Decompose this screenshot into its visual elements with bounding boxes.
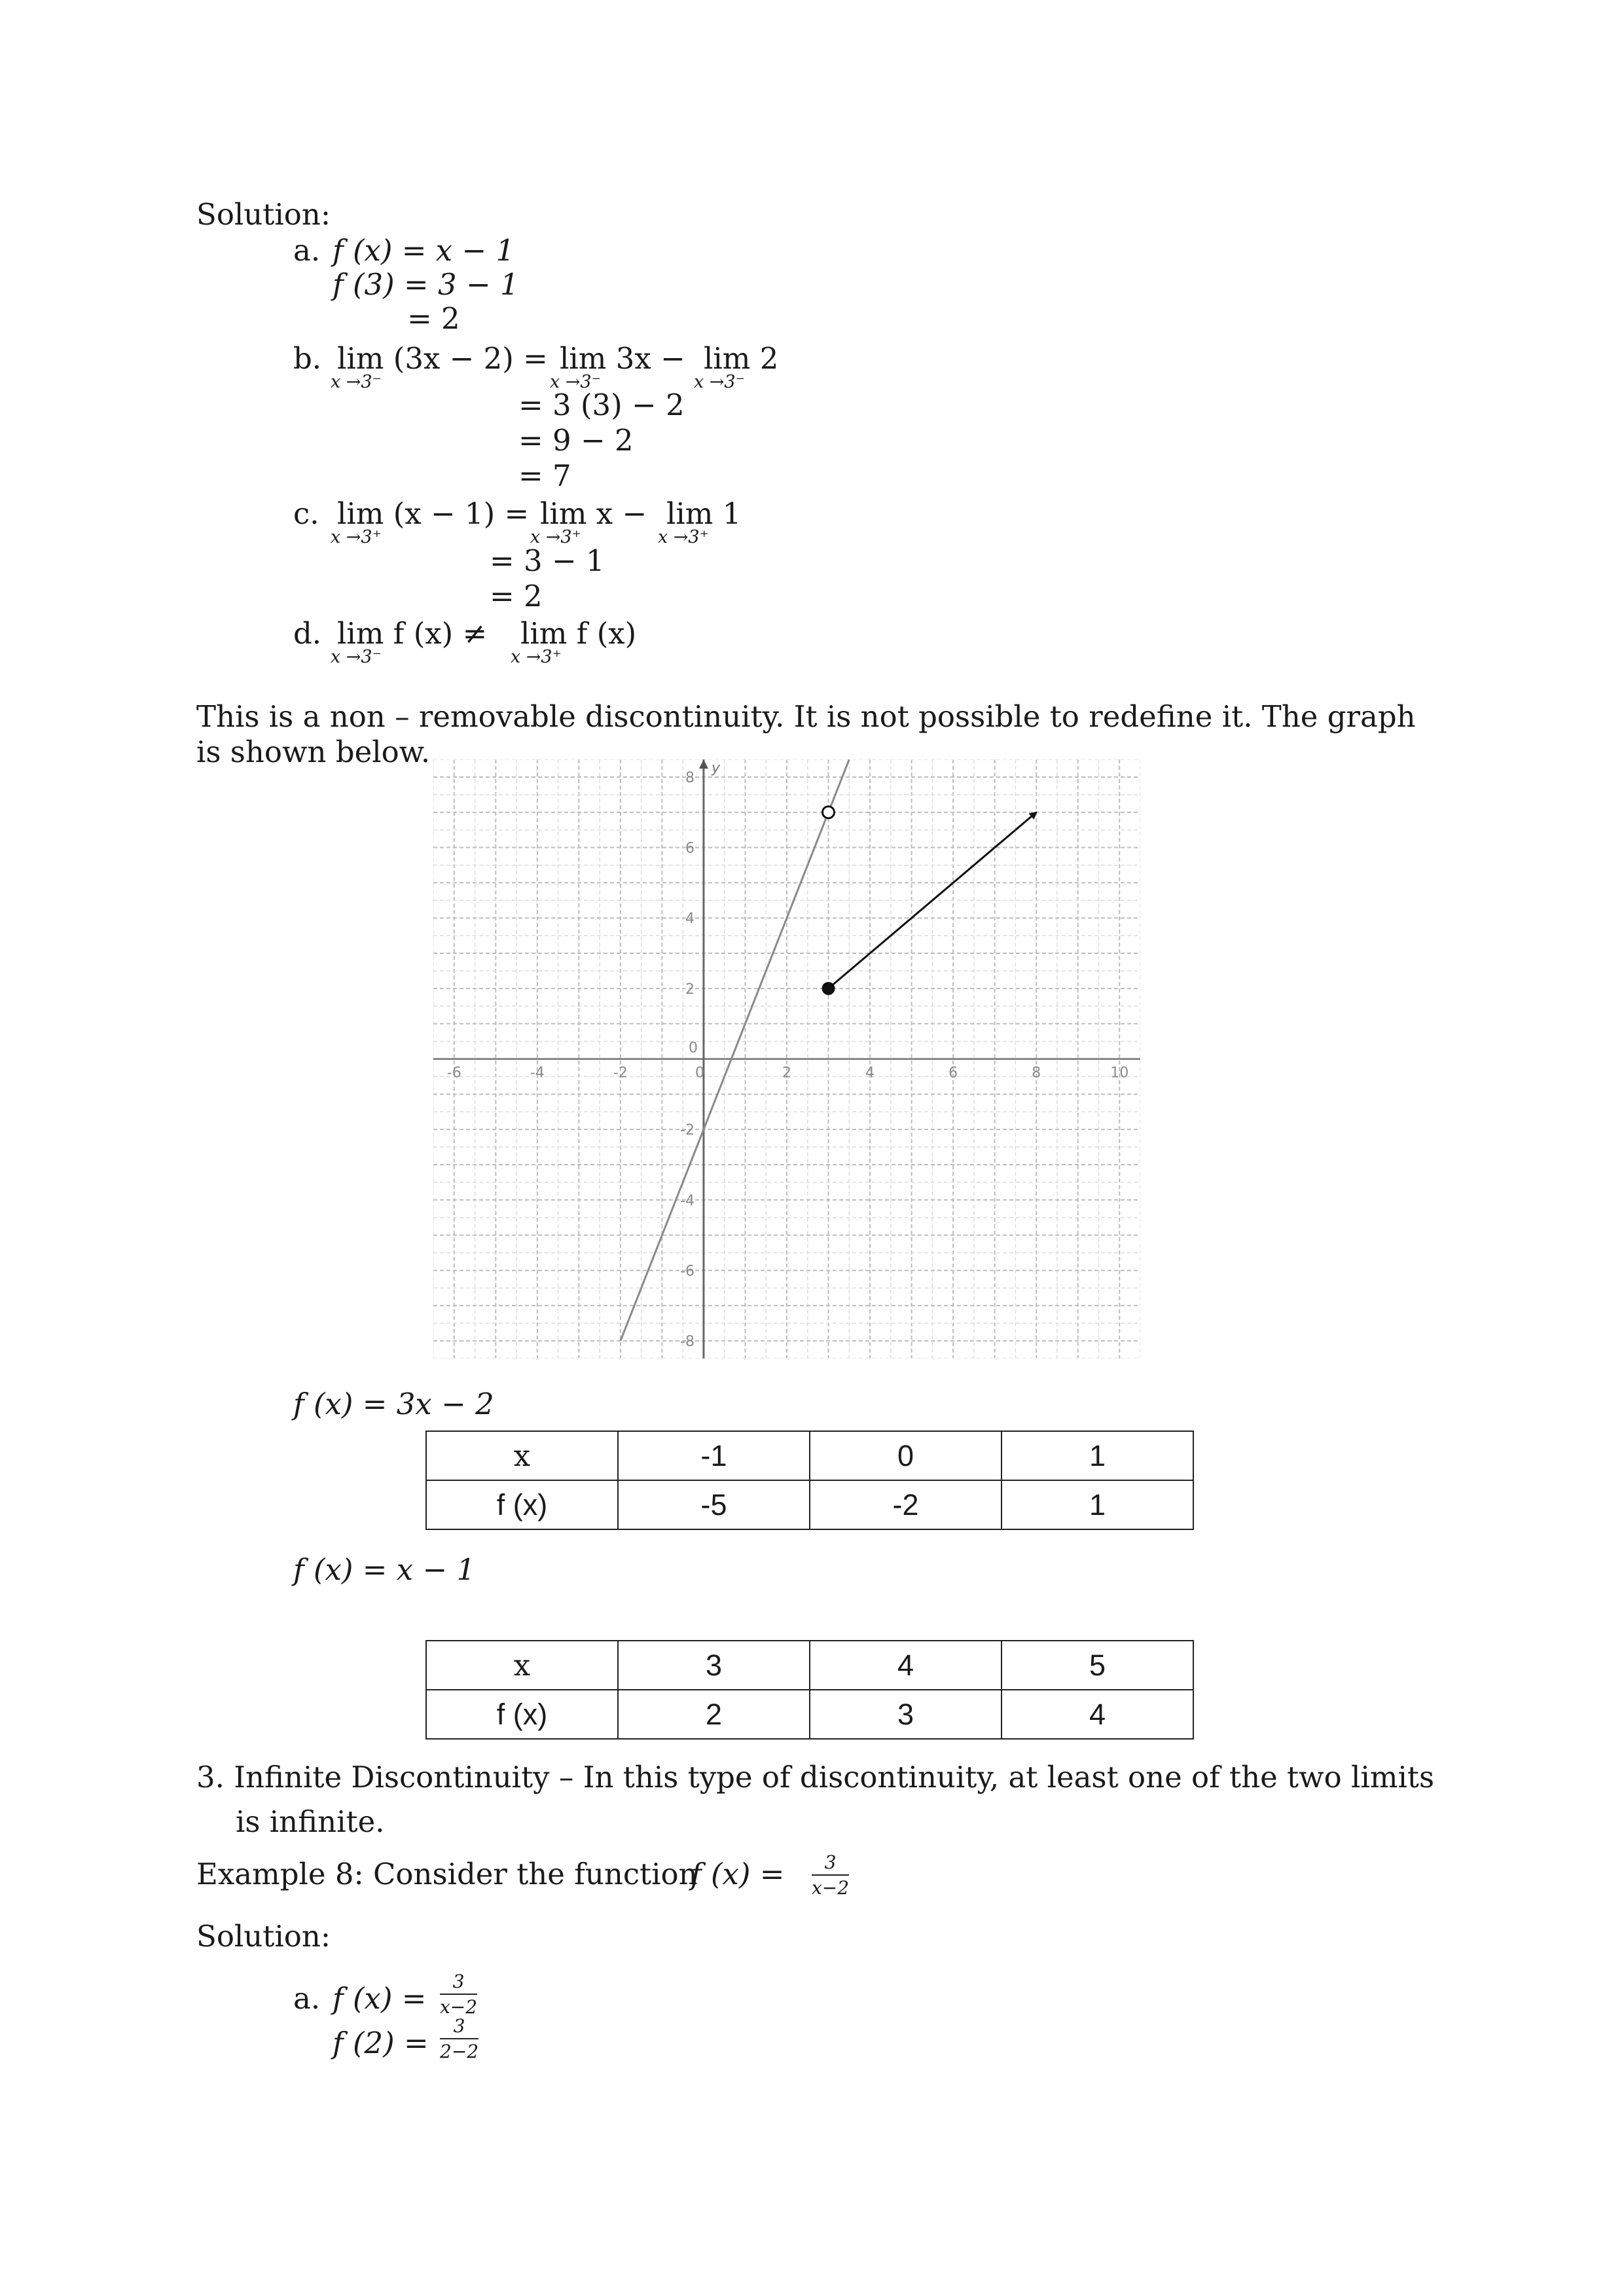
table-cell: -5 (618, 1480, 810, 1529)
x-tick-label: 0 (695, 1065, 704, 1082)
fraction-denominator: x−2 (440, 1996, 478, 2018)
table-cell: 0 (810, 1431, 1001, 1480)
x-tick-label: -6 (446, 1065, 461, 1082)
part-b-step3: = 7 (518, 458, 571, 493)
y-tick-label: 2 (685, 981, 695, 998)
table-cell: 5 (1001, 1641, 1193, 1690)
solution2-line1-fraction (440, 1971, 477, 2018)
example8-fx: f (x) = (691, 1857, 785, 1891)
piecewise-graph (433, 759, 1140, 1358)
part-b-lim-main: lim (3x − 2) = (337, 341, 548, 376)
x-tick-label: -2 (613, 1065, 628, 1082)
part-a-label: a. (293, 233, 321, 268)
table-cell: x (426, 1431, 618, 1480)
part-d-lim-right: lim f (x) (520, 616, 637, 651)
x-tick-label: 6 (948, 1065, 958, 1082)
x-tick-label: 2 (782, 1065, 791, 1082)
part-b-lim-b: lim 2 (704, 341, 779, 376)
solution2-line2-fraction (440, 2015, 478, 2062)
table2-caption: f (x) = x − 1 (293, 1552, 476, 1587)
y-axis-arrow (699, 759, 708, 769)
table1-caption: f (x) = 3x − 2 (293, 1387, 494, 1421)
discontinuity-paragraph-line1: This is a non – removable discontinuity. It is not possible to redefine it. The graph (196, 699, 1416, 734)
part-b-lim-a-sub: x →3⁻ (550, 372, 601, 392)
y-tick-label: -4 (680, 1192, 695, 1209)
part-c-lim-a-sub: x →3⁺ (530, 527, 581, 547)
part-d-lim-right-sub: x →3⁺ (511, 647, 562, 667)
part-b-label: b. (293, 341, 322, 376)
part-c-step1: = 3 − 1 (490, 543, 605, 578)
part-d-lim-left: lim f (x) ≠ (337, 616, 488, 651)
part-c-lim-a: lim x − (540, 496, 647, 531)
table-row (426, 1641, 1193, 1690)
x-tick-label: 4 (865, 1065, 875, 1082)
part-b-lim-b-sub: x →3⁻ (694, 372, 745, 392)
part-a-line1: f (x) = x − 1 (333, 233, 515, 268)
part-c-label: c. (293, 496, 319, 531)
solution2-line1-fx: f (x) = (333, 1981, 427, 2016)
fraction-numerator: 3 (440, 2015, 478, 2039)
table-cell: f (x) (426, 1690, 618, 1739)
part-b-step1: = 3 (3) − 2 (518, 388, 685, 422)
value-table-2 (425, 1640, 1194, 1740)
part-c-lim-main-sub: x →3⁺ (331, 527, 382, 547)
fraction-denominator: x−2 (812, 1877, 850, 1899)
table-cell: 4 (810, 1641, 1001, 1690)
part-b-step2: = 9 − 2 (518, 423, 634, 458)
solution2-part-a-label: a. (293, 1981, 321, 2016)
part-c-step2: = 2 (490, 579, 543, 613)
part-d-label: d. (293, 616, 322, 651)
y-tick-label: 8 (685, 769, 695, 786)
part-b-lim-main-sub: x →3⁻ (331, 372, 382, 392)
solution2-heading: Solution: (196, 1919, 331, 1954)
closed-point-marker (822, 982, 835, 995)
table-cell: 2 (618, 1690, 810, 1739)
part-b-lim-a: lim 3x − (560, 341, 685, 376)
part-a-line3: = 2 (407, 301, 460, 336)
fraction-numerator: 3 (440, 1971, 477, 1995)
table-cell: -2 (810, 1480, 1001, 1529)
y-tick-label: 0 (688, 1040, 698, 1057)
table-cell: f (x) (426, 1480, 618, 1529)
part-c-lim-main: lim (x − 1) = (337, 496, 530, 531)
table-cell: 1 (1001, 1480, 1193, 1529)
table-row (426, 1431, 1193, 1480)
example8-fraction (812, 1851, 849, 1899)
y-tick-label: -8 (680, 1334, 695, 1351)
table-row (426, 1690, 1193, 1739)
part-c-lim-b-sub: x →3⁺ (658, 527, 709, 547)
part-c-lim-b: lim 1 (666, 496, 742, 531)
series-line-3x-minus-2 (621, 759, 849, 1341)
table-cell: 4 (1001, 1690, 1193, 1739)
infinite-discontinuity-line1: 3. Infinite Discontinuity – In this type of discontinuity, at least one of the two limits (196, 1760, 1435, 1795)
x-tick-label: 8 (1032, 1065, 1041, 1082)
y-axis-label: y (711, 760, 720, 776)
solution2-line2-fx: f (2) = (333, 2026, 429, 2060)
y-tick-label: -6 (680, 1263, 695, 1280)
table-row (426, 1480, 1193, 1529)
infinite-discontinuity-line2: is infinite. (236, 1804, 385, 1839)
table-cell: 3 (810, 1690, 1001, 1739)
example8-text: Example 8: Consider the function (196, 1857, 698, 1891)
open-point-marker (823, 807, 835, 818)
table-cell: 1 (1001, 1431, 1193, 1480)
solution-heading: Solution: (196, 197, 331, 232)
y-tick-label: 4 (685, 911, 695, 928)
y-tick-label: -2 (680, 1122, 695, 1139)
table-cell: -1 (618, 1431, 810, 1480)
part-a-line2: f (3) = 3 − 1 (333, 267, 519, 302)
y-tick-label: 6 (685, 840, 695, 857)
part-d-lim-left-sub: x →3⁻ (331, 647, 382, 667)
fraction-numerator: 3 (812, 1851, 849, 1876)
fraction-denominator: 2−2 (440, 2041, 479, 2062)
table-cell: x (426, 1641, 618, 1690)
x-tick-label: 10 (1110, 1065, 1129, 1082)
table-cell: 3 (618, 1641, 810, 1690)
discontinuity-paragraph-line2: is shown below. (196, 735, 431, 769)
value-table-1 (425, 1430, 1194, 1530)
x-tick-label: -4 (530, 1065, 545, 1082)
